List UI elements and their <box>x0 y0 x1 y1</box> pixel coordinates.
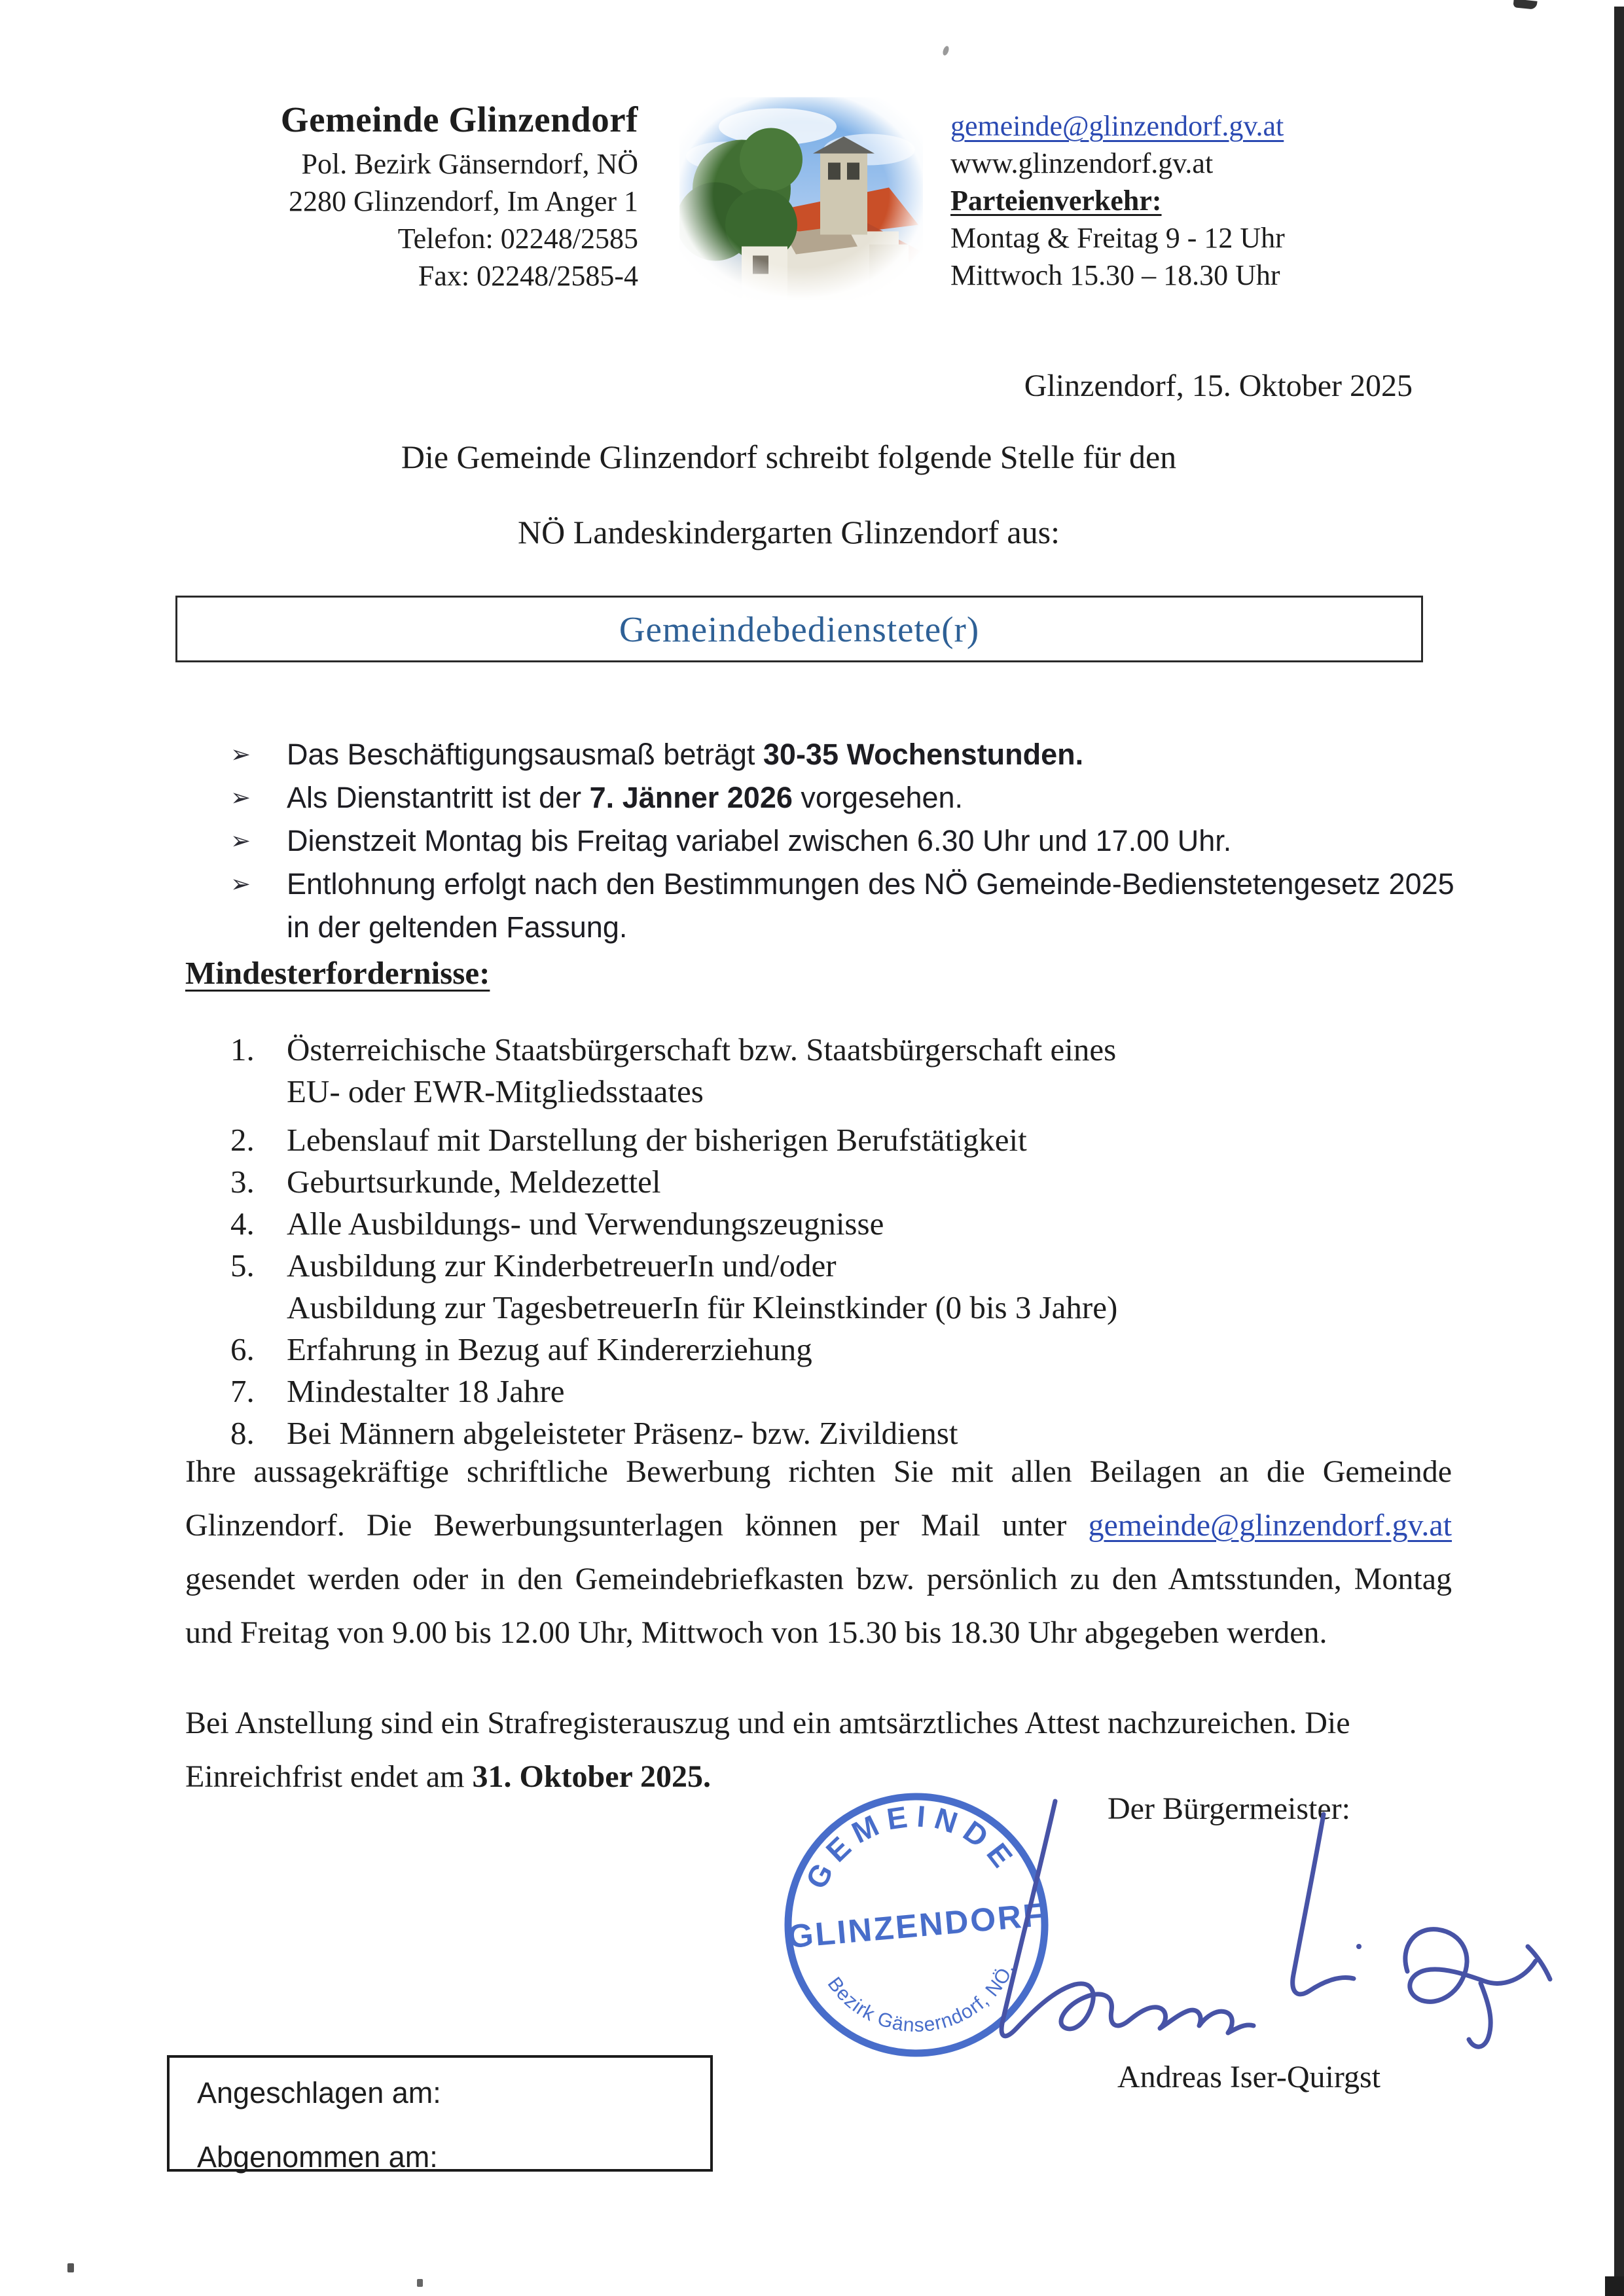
scan-artifact-right-edge <box>1614 7 1624 2296</box>
arrow-bullet-icon: ➢ <box>230 783 251 812</box>
scan-artifact-bottom <box>1605 2276 1624 2296</box>
dateline: Glinzendorf, 15. Oktober 2025 <box>1024 368 1413 403</box>
requirements-heading: Mindesterfordernisse: <box>185 955 490 991</box>
job-conditions-list <box>230 733 1461 949</box>
item-text: Bei Männern abgeleisteter Präsenz- bzw. Zivildienst <box>287 1415 958 1451</box>
list-item <box>230 1329 1461 1371</box>
item-text: Mindestalter 18 Jahre <box>287 1373 565 1409</box>
email-link[interactable]: gemeinde@glinzendorf.gv.at <box>950 110 1284 142</box>
item-text: Österreichische Staatsbürgerschaft bzw. Staatsbürgerschaft eines EU- oder EWR-Mitgliedsstaates <box>287 1031 1117 1109</box>
item-number: 5. <box>230 1247 255 1283</box>
intro-line-2: NÖ Landeskindergarten Glinzendorf aus: <box>518 514 1060 550</box>
item-number: 1. <box>230 1031 255 1067</box>
stamp-text-top: GEMEINDE <box>799 1798 1024 1895</box>
signatory-name: Andreas Iser-Quirgst <box>1117 2060 1381 2094</box>
bullet-text: Das Beschäftigungsausmaß beträgt 30-35 Wochenstunden. <box>287 738 1084 771</box>
arrow-bullet-icon: ➢ <box>230 827 251 855</box>
bullet-text: Entlohnung erfolgt nach den Bestimmungen des NÖ Gemeinde-Bedienstetengesetz 2025 in der geltenden Fassung. <box>287 867 1454 944</box>
requirements-list <box>230 1029 1461 1454</box>
item-number: 6. <box>230 1331 255 1367</box>
stamp-text-middle: GLINZENDORF <box>786 1895 1047 1956</box>
item-text: Lebenslauf mit Darstellung der bisherigen Berufstätigkeit <box>287 1122 1027 1158</box>
position-title-box <box>175 596 1423 662</box>
item-number: 4. <box>230 1206 255 1242</box>
arrow-bullet-icon: ➢ <box>230 870 251 898</box>
item-number: 7. <box>230 1373 255 1409</box>
position-title: Gemeindebedienstete(r) <box>619 609 980 649</box>
email-link-inline[interactable]: gemeinde@glinzendorf.gv.at <box>1088 1508 1452 1543</box>
org-address-line: 2280 Glinzendorf, Im Anger 1 <box>289 185 638 217</box>
arrow-bullet-icon: ➢ <box>230 740 251 768</box>
scan-artifact-speck <box>67 2263 74 2272</box>
list-item <box>230 1371 1461 1412</box>
list-item <box>230 819 1461 863</box>
scan-artifact-speck <box>417 2279 423 2287</box>
mayor-label: Der Bürgermeister: <box>1108 1791 1350 1826</box>
office-hours-line: Mittwoch 15.30 – 18.30 Uhr <box>950 259 1280 291</box>
org-fax-line: Fax: 02248/2585-4 <box>418 260 638 292</box>
list-item <box>230 1245 1461 1329</box>
list-item <box>230 1119 1461 1161</box>
item-number: 3. <box>230 1164 255 1200</box>
application-paragraph: Ihre aussagekräftige schriftliche Bewerbung richten Sie mit allen Beilagen an die Gemeinde Glinzendorf. Die Bewerbungsunterlagen können per Mail unter gemeinde@glinzendorf.gv.at gesendet werden oder in den Gemeindebriefkasten bzw. persönlich zu den Amtsstunden, Montag und Freitag von 9.00 bis 12.00 Uhr, Mittwoch von 15.30 bis 18.30 Uhr abgegeben werden. <box>185 1454 1452 1650</box>
scan-artifact-corner <box>1513 0 1537 10</box>
posting-box <box>167 2055 713 2172</box>
signature <box>957 1775 1592 2070</box>
item-text: Geburtsurkunde, Meldezettel <box>287 1164 661 1200</box>
list-item <box>230 776 1461 819</box>
item-text: Erfahrung in Bezug auf Kindererziehung <box>287 1331 812 1367</box>
removed-label: Abgenommen am: <box>197 2140 438 2174</box>
list-item <box>230 733 1461 776</box>
office-hours-label: Parteienverkehr: <box>950 185 1162 217</box>
item-number: 2. <box>230 1122 255 1158</box>
intro-text <box>151 437 1427 588</box>
website: www.glinzendorf.gv.at <box>950 147 1214 179</box>
item-number: 8. <box>230 1415 255 1451</box>
letterhead-right <box>950 107 1285 294</box>
item-text: Ausbildung zur KinderbetreuerIn und/oder Ausbildung zur TagesbetreuerIn für Kleinstkinder (0 bis 3 Jahre) <box>287 1247 1118 1325</box>
org-name: Gemeinde Glinzendorf <box>280 99 638 139</box>
stamp-text-bottom: Bezirk Gänserndorf, NÖ. <box>823 1960 1019 2037</box>
list-item <box>230 1203 1461 1245</box>
intro-line-1: Die Gemeinde Glinzendorf schreibt folgende Stelle für den <box>401 439 1177 475</box>
list-item <box>230 1029 1461 1113</box>
scan-artifact-speck <box>942 45 950 56</box>
org-phone-line: Telefon: 02248/2585 <box>397 223 638 255</box>
list-item <box>230 863 1461 949</box>
office-hours-line: Montag & Freitag 9 - 12 Uhr <box>950 222 1285 254</box>
org-address-line: Pol. Bezirk Gänserndorf, NÖ <box>301 148 638 180</box>
church-photo <box>679 96 923 302</box>
list-item <box>230 1161 1461 1203</box>
item-text: Alle Ausbildungs- und Verwendungszeugnisse <box>287 1206 884 1242</box>
deadline-date: 31. Oktober 2025. <box>472 1759 711 1794</box>
deadline-paragraph: Bei Anstellung sind ein Strafregisterauszug und ein amtsärztliches Attest nachzureichen. Die Einreichfrist endet am 31. Oktober 2025. <box>185 1706 1350 1794</box>
bullet-text: Als Dienstantritt ist der 7. Jänner 2026 vorgesehen. <box>287 781 964 814</box>
letterhead-left <box>164 99 638 295</box>
bullet-text: Dienstzeit Montag bis Freitag variabel zwischen 6.30 Uhr und 17.00 Uhr. <box>287 824 1232 857</box>
posted-label: Angeschlagen am: <box>197 2076 441 2109</box>
